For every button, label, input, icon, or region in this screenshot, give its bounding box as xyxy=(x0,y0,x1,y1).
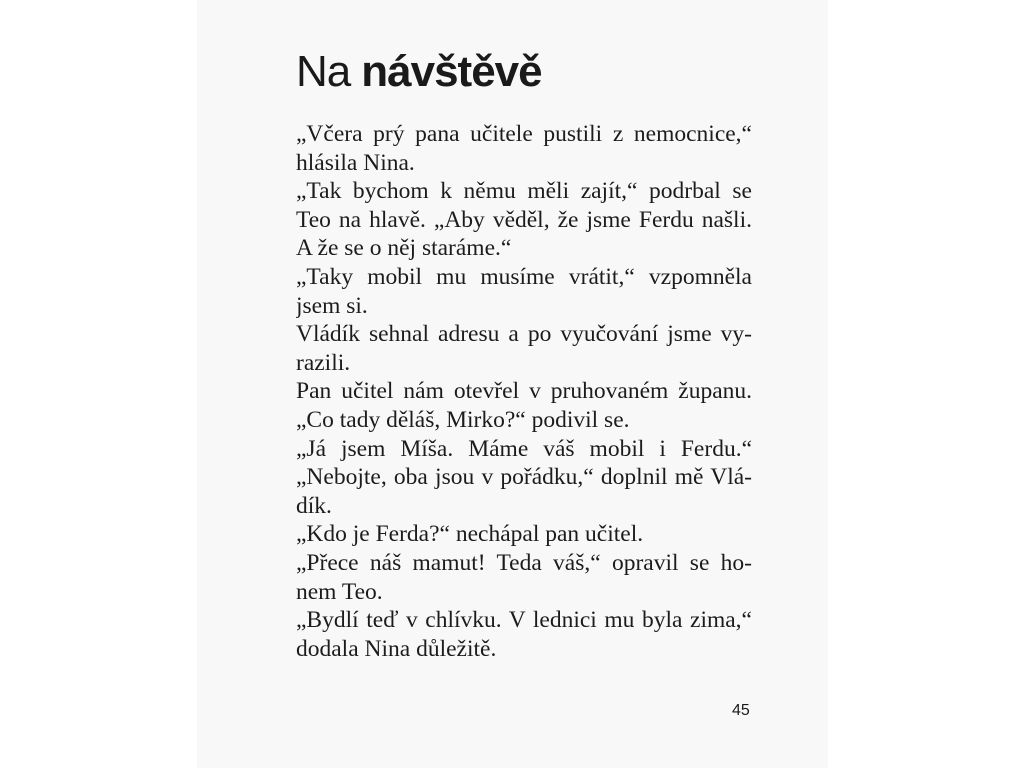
text-line: „Včera prý pana učitele pustili z nemocnice,“ xyxy=(296,121,752,147)
chapter-title xyxy=(296,46,542,98)
story-text xyxy=(296,120,752,663)
text-line: „Co tady děláš, Mirko?“ podivil se. xyxy=(296,406,630,433)
text-line: jsem si. xyxy=(296,292,368,319)
text-line: „Kdo je Ferda?“ nechápal pan učitel. xyxy=(296,521,644,548)
text-line: A že se o něj staráme.“ xyxy=(296,235,512,262)
text-line: „Nebojte, oba jsou v pořádku,“ doplnil mě Vlá- xyxy=(296,464,752,491)
text-line: dík. xyxy=(296,492,332,519)
text-line: „Tak bychom k němu měli zajít,“ podrbal se xyxy=(296,178,752,205)
text-line: nem Teo. xyxy=(296,578,383,605)
page-number: 45 xyxy=(732,702,750,719)
text-line: Pan učitel nám otevřel v pruhovaném županu. xyxy=(296,378,752,405)
text-line: „Bydlí teď v chlívku. V lednici mu byla zima,“ xyxy=(296,607,752,634)
text-line: Vládík sehnal adresu a po vyučování jsme vy- xyxy=(296,321,752,348)
text-line: „Taky mobil mu musíme vrátit,“ vzpomněla xyxy=(296,263,752,290)
chapter-title-regular: Na xyxy=(296,47,351,96)
text-line: hlásila Nina. xyxy=(296,149,415,176)
text-line: dodala Nina důležitě. xyxy=(296,635,497,662)
text-line: „Já jsem Míša. Máme váš mobil i Ferdu.“ xyxy=(296,435,752,462)
text-line: razili. xyxy=(296,349,351,376)
chapter-title-bold: návštěvě xyxy=(361,47,542,96)
text-line: Teo na hlavě. „Aby věděl, že jsme Ferdu našli. xyxy=(296,206,752,233)
text-line: „Přece náš mamut! Teda váš,“ opravil se ho- xyxy=(296,549,752,576)
